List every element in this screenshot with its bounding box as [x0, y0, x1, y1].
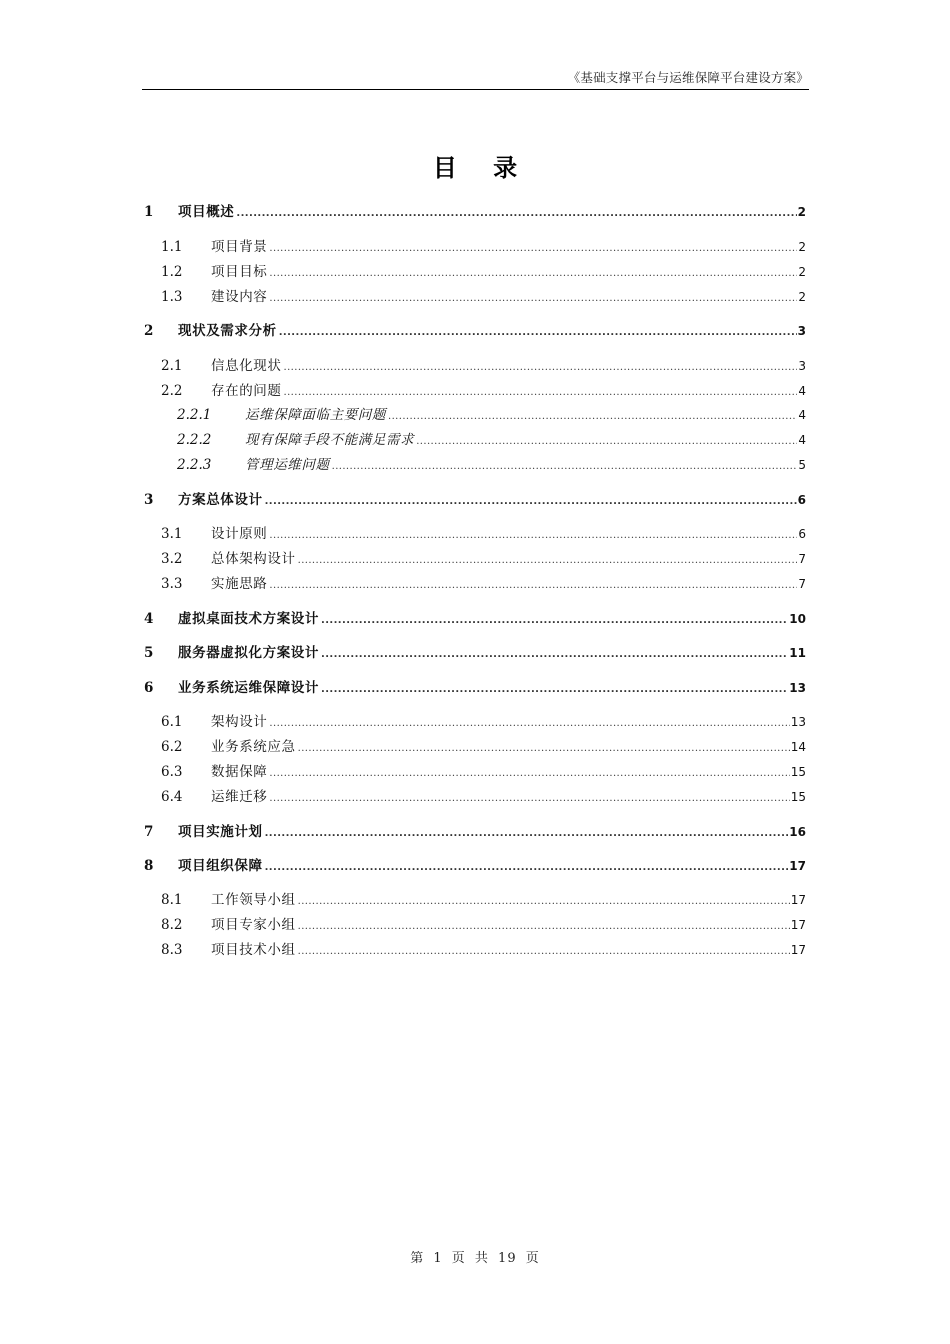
- toc-entry[interactable]: [144, 491, 806, 509]
- toc-dot-leader: [298, 941, 790, 961]
- toc-entry-page: 13: [789, 681, 806, 695]
- toc-entry-label: 方案总体设计: [178, 492, 263, 508]
- toc-dot-leader: [298, 550, 798, 570]
- toc-entry-page: 2: [798, 290, 806, 304]
- toc-entry-page: 4: [798, 384, 806, 398]
- toc-entry-label: 实施思路: [211, 576, 268, 592]
- toc-entry-label: 设计原则: [211, 526, 268, 542]
- toc-entry-number: 3.2: [161, 551, 183, 567]
- toc-entry-label: 项目技术小组: [211, 942, 296, 958]
- toc-entry-number: 3: [144, 492, 154, 508]
- toc-entry-page: 14: [790, 740, 806, 754]
- toc-entry-label: 现有保障手段不能满足需求: [245, 432, 415, 448]
- toc-entry[interactable]: [161, 288, 806, 306]
- toc-dot-leader: [298, 738, 790, 758]
- toc-entry[interactable]: [144, 857, 806, 875]
- toc-entry-number: 2.2.2: [177, 432, 212, 448]
- toc-entry-number: 1.3: [161, 289, 183, 305]
- toc-entry-label: 项目实施计划: [178, 824, 263, 840]
- toc-dot-leader: [269, 763, 789, 783]
- toc-entry-page: 10: [789, 612, 806, 626]
- toc-entry-label: 项目目标: [211, 264, 268, 280]
- toc-entry-number: 8.1: [161, 892, 183, 908]
- toc-entry[interactable]: [144, 610, 806, 628]
- toc-entry[interactable]: [144, 644, 806, 662]
- toc-dot-leader: [321, 644, 788, 664]
- toc-entry-number: 6.2: [161, 739, 183, 755]
- toc-entry-label: 业务系统运维保障设计: [178, 680, 319, 696]
- toc-entry-page: 6: [798, 527, 806, 541]
- toc-entry[interactable]: [161, 550, 806, 568]
- toc-entry-number: 3.3: [161, 576, 183, 592]
- toc-entry[interactable]: [161, 916, 806, 934]
- toc-entry[interactable]: [161, 891, 806, 909]
- toc-entry-page: 4: [798, 408, 806, 422]
- toc-dot-leader: [269, 713, 789, 733]
- toc-entry[interactable]: [161, 357, 806, 375]
- toc-entry-page: 2: [797, 205, 806, 219]
- toc-entry-number: 4: [144, 611, 154, 627]
- toc-entry[interactable]: [177, 431, 806, 449]
- toc-entry-label: 运维迁移: [211, 789, 268, 805]
- toc-entry-number: 2.2.1: [177, 407, 212, 423]
- toc-dot-leader: [265, 823, 789, 843]
- toc-entry-page: 15: [790, 765, 806, 779]
- toc-entry[interactable]: [177, 456, 806, 474]
- toc-entry-label: 项目组织保障: [178, 858, 263, 874]
- toc-entry-page: 17: [790, 918, 806, 932]
- toc-entry-number: 6.1: [161, 714, 183, 730]
- toc-entry[interactable]: [161, 382, 806, 400]
- toc-entry-page: 17: [790, 893, 806, 907]
- toc-entry-label: 项目概述: [178, 204, 235, 220]
- toc-entry[interactable]: [161, 788, 806, 806]
- toc-entry-page: 16: [789, 825, 806, 839]
- toc-entry-number: 8.2: [161, 917, 183, 933]
- page-number: 第 1 页 共 19 页: [410, 1251, 540, 1266]
- toc-entry-page: 11: [789, 646, 806, 660]
- toc-entry-page: 5: [798, 458, 806, 472]
- toc-entry-number: 3.1: [161, 526, 183, 542]
- toc-entry[interactable]: [144, 203, 806, 221]
- toc-entry[interactable]: [161, 263, 806, 281]
- toc-entry-number: 2.1: [161, 358, 183, 374]
- toc-entry-page: 15: [790, 790, 806, 804]
- toc-entry-number: 5: [144, 645, 154, 661]
- toc-entry-page: 4: [798, 433, 806, 447]
- toc-dot-leader: [321, 679, 788, 699]
- toc-dot-leader: [269, 263, 797, 283]
- toc-entry[interactable]: [144, 322, 806, 340]
- document-title: 《基础支撑平台与运维保障平台建设方案》: [567, 70, 809, 85]
- toc-entry-number: 1: [144, 204, 154, 220]
- toc-entry-page: 2: [798, 240, 806, 254]
- toc-dot-leader: [388, 406, 797, 426]
- toc-entry[interactable]: [161, 763, 806, 781]
- toc-entry[interactable]: [161, 738, 806, 756]
- toc-dot-leader: [298, 916, 790, 936]
- toc-entry[interactable]: [144, 679, 806, 697]
- toc-entry-label: 业务系统应急: [211, 739, 296, 755]
- toc-entry-label: 项目背景: [211, 239, 268, 255]
- toc-entry-number: 8.3: [161, 942, 183, 958]
- toc-dot-leader: [416, 431, 797, 451]
- toc-dot-leader: [298, 891, 790, 911]
- toc-entry-page: 3: [798, 359, 806, 373]
- toc-entry-number: 2.2: [161, 383, 183, 399]
- toc-entry-label: 存在的问题: [211, 383, 282, 399]
- toc-entry-number: 6.4: [161, 789, 183, 805]
- toc-entry[interactable]: [161, 525, 806, 543]
- toc-entry-number: 8: [144, 858, 154, 874]
- toc-entry-label: 管理运维问题: [245, 457, 330, 473]
- toc-entry-label: 虚拟桌面技术方案设计: [178, 611, 319, 627]
- toc-dot-leader: [321, 610, 788, 630]
- toc-entry-page: 17: [789, 859, 806, 873]
- toc-entry-number: 2: [144, 323, 154, 339]
- toc-entry-label: 总体架构设计: [211, 551, 296, 567]
- toc-entry[interactable]: [177, 406, 806, 424]
- toc-entry[interactable]: [144, 823, 806, 841]
- toc-entry[interactable]: [161, 941, 806, 959]
- toc-dot-leader: [265, 857, 789, 877]
- toc-entry[interactable]: [161, 713, 806, 731]
- toc-entry-number: 1.2: [161, 264, 183, 280]
- toc-entry-label: 工作领导小组: [211, 892, 296, 908]
- toc-dot-leader: [269, 288, 797, 308]
- toc-entry-label: 数据保障: [211, 764, 268, 780]
- toc-entry[interactable]: [161, 575, 806, 593]
- toc-dot-leader: [269, 238, 797, 258]
- toc-dot-leader: [279, 322, 797, 342]
- toc-dot-leader: [265, 491, 797, 511]
- toc-dot-leader: [269, 788, 789, 808]
- toc-entry-label: 运维保障面临主要问题: [245, 407, 386, 423]
- toc-entry-label: 信息化现状: [211, 358, 282, 374]
- toc-entry-page: 3: [797, 324, 806, 338]
- toc-dot-leader: [284, 357, 798, 377]
- toc-entry-label: 架构设计: [211, 714, 268, 730]
- toc-entry-page: 2: [798, 265, 806, 279]
- toc-entry[interactable]: [161, 238, 806, 256]
- toc-entry-label: 项目专家小组: [211, 917, 296, 933]
- toc-entry-number: 1.1: [161, 239, 183, 255]
- toc-dot-leader: [269, 525, 797, 545]
- toc-dot-leader: [332, 456, 798, 476]
- toc-entry-page: 6: [797, 493, 806, 507]
- toc-entry-page: 13: [790, 715, 806, 729]
- toc-dot-leader: [269, 575, 797, 595]
- toc-entry-number: 2.2.3: [177, 457, 212, 473]
- toc-entry-page: 7: [798, 552, 806, 566]
- toc-entry-number: 7: [144, 824, 154, 840]
- toc-dot-leader: [284, 382, 798, 402]
- toc-title: 目 录: [432, 154, 532, 182]
- toc-entry-label: 建设内容: [211, 289, 268, 305]
- toc-entry-label: 现状及需求分析: [178, 323, 277, 339]
- toc-entry-number: 6.3: [161, 764, 183, 780]
- toc-dot-leader: [236, 203, 796, 223]
- toc-entry-page: 17: [790, 943, 806, 957]
- toc-entry-number: 6: [144, 680, 154, 696]
- toc-entry-label: 服务器虚拟化方案设计: [178, 645, 319, 661]
- toc-entry-page: 7: [798, 577, 806, 591]
